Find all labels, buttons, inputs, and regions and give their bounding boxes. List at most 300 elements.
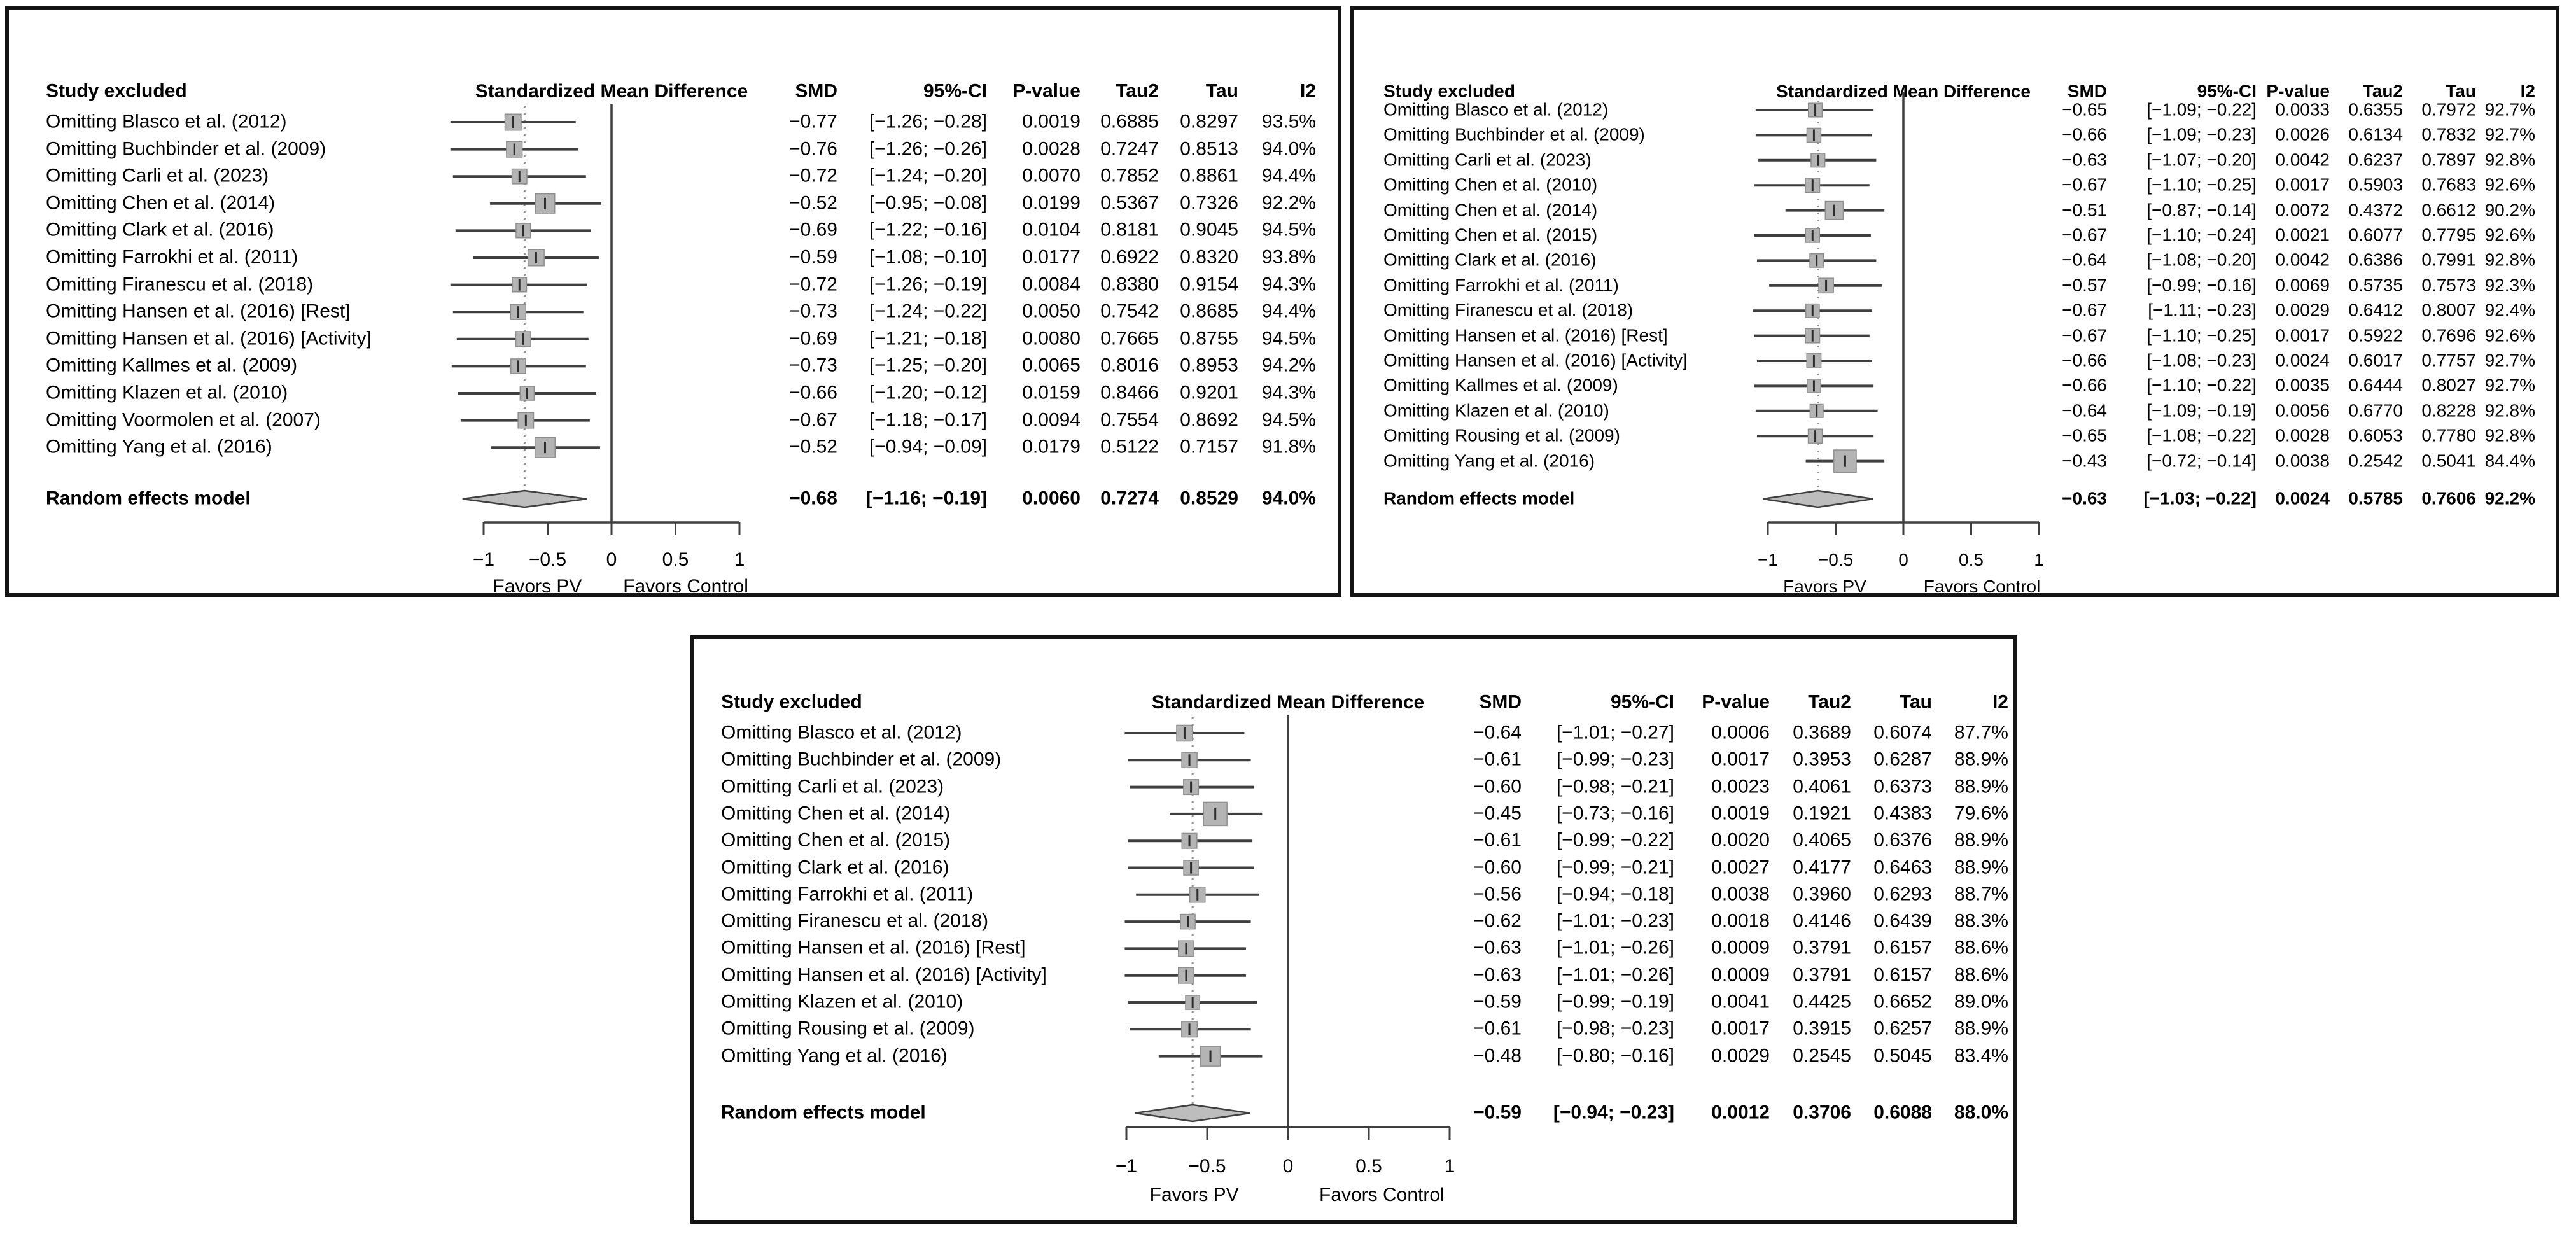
pooled-smd-value: −0.68 bbox=[789, 487, 837, 509]
axis-tick-label: 0 bbox=[606, 549, 617, 570]
tau-value: 0.8692 bbox=[1180, 409, 1238, 430]
i2-value: 94.5% bbox=[1261, 328, 1316, 349]
stat-col-header: SMD bbox=[1479, 691, 1522, 713]
i2-value: 93.8% bbox=[1261, 246, 1316, 268]
p-value: 0.0024 bbox=[2275, 350, 2330, 370]
pooled-ci-value: [−0.94; −0.23] bbox=[1553, 1102, 1674, 1123]
i2-value: 94.3% bbox=[1261, 382, 1316, 403]
i2-value: 92.7% bbox=[2484, 99, 2535, 120]
p-value: 0.0020 bbox=[1711, 829, 1770, 851]
i2-value: 92.3% bbox=[2484, 275, 2535, 295]
i2-value: 92.7% bbox=[2484, 375, 2535, 395]
ci-value: [−1.10; −0.25] bbox=[2146, 325, 2257, 345]
tau-value: 0.7573 bbox=[2421, 275, 2476, 295]
i2-value: 94.5% bbox=[1261, 409, 1316, 430]
stat-col-header: Tau bbox=[2446, 81, 2476, 101]
plot-title: Standardized Mean Difference bbox=[1151, 692, 1425, 713]
study-label: Omitting Clark et al. (2016) bbox=[1383, 249, 1597, 270]
p-value: 0.0006 bbox=[1711, 722, 1770, 743]
study-label: Omitting Yang et al. (2016) bbox=[721, 1044, 948, 1066]
tau-value: 0.7897 bbox=[2421, 150, 2476, 170]
tau-value: 0.6257 bbox=[1873, 1018, 1932, 1039]
axis-tick-label: −0.5 bbox=[528, 549, 567, 570]
tau-value: 0.5041 bbox=[2421, 450, 2476, 470]
i2-value: 93.5% bbox=[1261, 111, 1316, 132]
study-label: Omitting Blasco et al. (2012) bbox=[721, 722, 962, 743]
p-value: 0.0065 bbox=[1022, 354, 1081, 376]
tau2-value: 0.7247 bbox=[1100, 137, 1159, 159]
tau2-value: 0.4061 bbox=[1793, 775, 1851, 797]
study-label: Omitting Yang et al. (2016) bbox=[46, 436, 272, 458]
p-value: 0.0029 bbox=[1711, 1044, 1770, 1066]
tau-value: 0.8513 bbox=[1180, 137, 1238, 159]
i2-value: 88.9% bbox=[1954, 775, 2008, 797]
ci-value: [−1.11; −0.23] bbox=[2148, 300, 2257, 320]
ci-value: [−1.01; −0.23] bbox=[1556, 910, 1674, 932]
study-excluded-header: Study excluded bbox=[46, 80, 187, 102]
pooled-i2-value: 92.2% bbox=[2484, 488, 2535, 508]
p-value: 0.0177 bbox=[1022, 246, 1081, 268]
ci-value: [−1.24; −0.20] bbox=[869, 165, 987, 186]
tau-value: 0.6293 bbox=[1873, 883, 1932, 905]
pooled-tau2-value: 0.7274 bbox=[1100, 487, 1159, 509]
stat-col-header: SMD bbox=[795, 80, 837, 102]
tau2-value: 0.5903 bbox=[2348, 174, 2403, 195]
stat-col-header: Tau2 bbox=[1116, 80, 1159, 102]
stat-col-header: I2 bbox=[2520, 81, 2535, 101]
tau2-value: 0.4372 bbox=[2348, 199, 2403, 220]
study-label: Omitting Buchbinder et al. (2009) bbox=[46, 137, 326, 159]
pooled-smd-value: −0.63 bbox=[2062, 488, 2107, 508]
random-effects-label: Random effects model bbox=[721, 1102, 926, 1123]
tau2-value: 0.5122 bbox=[1100, 436, 1159, 458]
axis-tick-label: 1 bbox=[734, 549, 745, 570]
p-value: 0.0084 bbox=[1022, 273, 1081, 295]
i2-value: 92.8% bbox=[2484, 249, 2535, 270]
smd-value: −0.66 bbox=[789, 382, 837, 403]
tau-value: 0.7972 bbox=[2421, 99, 2476, 120]
i2-value: 87.7% bbox=[1954, 722, 2008, 743]
ci-value: [−1.09; −0.19] bbox=[2146, 400, 2257, 421]
study-label: Omitting Chen et al. (2014) bbox=[1383, 199, 1598, 220]
tau2-value: 0.5367 bbox=[1100, 192, 1159, 214]
smd-value: −0.59 bbox=[1473, 991, 1522, 1013]
axis-tick-label: −1 bbox=[1758, 550, 1778, 570]
i2-value: 79.6% bbox=[1954, 803, 2008, 824]
smd-value: −0.61 bbox=[1473, 1018, 1522, 1039]
i2-value: 91.8% bbox=[1261, 436, 1316, 458]
favors-control-label: Favors Control bbox=[623, 576, 748, 597]
study-label: Omitting Firanescu et al. (2018) bbox=[721, 910, 989, 932]
favors-control-label: Favors Control bbox=[1923, 577, 2041, 596]
axis-tick-label: 0.5 bbox=[1355, 1156, 1382, 1177]
i2-value: 92.7% bbox=[2484, 350, 2535, 370]
forest-panel-top-right bbox=[1350, 6, 2559, 597]
stat-col-header: 95%-CI bbox=[2197, 81, 2257, 101]
smd-value: −0.62 bbox=[1473, 910, 1522, 932]
smd-value: −0.51 bbox=[2062, 199, 2107, 220]
tau2-value: 0.6412 bbox=[2348, 300, 2403, 320]
axis-tick-label: 1 bbox=[2034, 550, 2044, 570]
tau-value: 0.7696 bbox=[2421, 325, 2476, 345]
ci-value: [−1.10; −0.22] bbox=[2146, 375, 2257, 395]
stat-col-header: P-value bbox=[1702, 691, 1770, 713]
ci-value: [−1.26; −0.19] bbox=[869, 273, 987, 295]
tau2-value: 0.3960 bbox=[1793, 883, 1851, 905]
stat-col-header: Tau2 bbox=[2362, 81, 2403, 101]
axis-tick-label: 1 bbox=[1444, 1156, 1455, 1177]
tau2-value: 0.6077 bbox=[2348, 225, 2403, 245]
ci-value: [−1.09; −0.22] bbox=[2146, 99, 2257, 120]
study-label: Omitting Hansen et al. (2016) [Rest] bbox=[46, 300, 351, 322]
study-label: Omitting Hansen et al. (2016) [Rest] bbox=[721, 937, 1026, 958]
smd-value: −0.64 bbox=[2062, 249, 2107, 270]
study-label: Omitting Blasco et al. (2012) bbox=[1383, 99, 1609, 120]
tau2-value: 0.7665 bbox=[1100, 328, 1159, 349]
i2-value: 88.6% bbox=[1954, 937, 2008, 958]
random-effects-label: Random effects model bbox=[1383, 488, 1575, 508]
ci-value: [−0.99; −0.23] bbox=[1556, 748, 1674, 770]
smd-value: −0.67 bbox=[2062, 174, 2107, 195]
smd-value: −0.66 bbox=[2062, 124, 2107, 144]
study-label: Omitting Clark et al. (2016) bbox=[46, 219, 274, 241]
tau2-value: 0.7554 bbox=[1100, 409, 1159, 430]
study-label: Omitting Chen et al. (2010) bbox=[1383, 174, 1598, 195]
tau-value: 0.9201 bbox=[1180, 382, 1238, 403]
tau2-value: 0.6237 bbox=[2348, 150, 2403, 170]
study-label: Omitting Klazen et al. (2010) bbox=[46, 382, 288, 403]
i2-value: 92.8% bbox=[2484, 400, 2535, 421]
favors-pv-label: Favors PV bbox=[1783, 577, 1866, 596]
stat-col-header: I2 bbox=[1299, 80, 1316, 102]
ci-value: [−0.98; −0.23] bbox=[1556, 1018, 1674, 1039]
axis-tick-label: −1 bbox=[1115, 1156, 1138, 1177]
tau-value: 0.7780 bbox=[2421, 425, 2476, 445]
ci-value: [−1.26; −0.26] bbox=[869, 137, 987, 159]
p-value: 0.0018 bbox=[1711, 910, 1770, 932]
tau2-value: 0.3791 bbox=[1793, 937, 1851, 958]
ci-value: [−0.99; −0.16] bbox=[2146, 275, 2257, 295]
ci-value: [−1.09; −0.23] bbox=[2146, 124, 2257, 144]
tau-value: 0.6652 bbox=[1873, 991, 1932, 1013]
i2-value: 89.0% bbox=[1954, 991, 2008, 1013]
smd-value: −0.65 bbox=[2062, 425, 2107, 445]
study-label: Omitting Chen et al. (2015) bbox=[1383, 225, 1598, 245]
p-value: 0.0104 bbox=[1022, 219, 1081, 241]
pooled-i2-value: 94.0% bbox=[1261, 487, 1316, 509]
study-label: Omitting Farrokhi et al. (2011) bbox=[46, 246, 298, 268]
tau-value: 0.8755 bbox=[1180, 328, 1238, 349]
tau2-value: 0.5922 bbox=[2348, 325, 2403, 345]
i2-value: 94.3% bbox=[1261, 273, 1316, 295]
tau2-value: 0.8016 bbox=[1100, 354, 1159, 376]
smd-value: −0.77 bbox=[789, 111, 837, 132]
ci-value: [−1.26; −0.28] bbox=[869, 111, 987, 132]
tau-value: 0.9154 bbox=[1180, 273, 1238, 295]
study-label: Omitting Hansen et al. (2016) [Activity] bbox=[46, 328, 372, 349]
smd-value: −0.72 bbox=[789, 165, 837, 186]
ci-value: [−1.18; −0.17] bbox=[869, 409, 987, 430]
smd-value: −0.60 bbox=[1473, 775, 1522, 797]
i2-value: 83.4% bbox=[1954, 1044, 2008, 1066]
i2-value: 92.6% bbox=[2484, 174, 2535, 195]
smd-value: −0.56 bbox=[1473, 883, 1522, 905]
i2-value: 88.7% bbox=[1954, 883, 2008, 905]
tau-value: 0.8007 bbox=[2421, 300, 2476, 320]
axis-tick-label: 0.5 bbox=[662, 549, 689, 570]
stat-col-header: P-value bbox=[1012, 80, 1081, 102]
pooled-p-value: 0.0012 bbox=[1711, 1102, 1770, 1123]
smd-value: −0.63 bbox=[1473, 937, 1522, 958]
tau-value: 0.7991 bbox=[2421, 249, 2476, 270]
ci-value: [−0.94; −0.09] bbox=[869, 436, 987, 458]
study-label: Omitting Buchbinder et al. (2009) bbox=[1383, 124, 1645, 144]
p-value: 0.0021 bbox=[2275, 225, 2330, 245]
tau-value: 0.4383 bbox=[1873, 803, 1932, 824]
tau2-value: 0.6053 bbox=[2348, 425, 2403, 445]
smd-value: −0.61 bbox=[1473, 829, 1522, 851]
i2-value: 94.0% bbox=[1261, 137, 1316, 159]
p-value: 0.0017 bbox=[2275, 325, 2330, 345]
p-value: 0.0026 bbox=[2275, 124, 2330, 144]
study-label: Omitting Buchbinder et al. (2009) bbox=[721, 748, 1002, 770]
tau2-value: 0.8380 bbox=[1100, 273, 1159, 295]
study-label: Omitting Voormolen et al. (2007) bbox=[46, 409, 321, 430]
p-value: 0.0023 bbox=[1711, 775, 1770, 797]
p-value: 0.0041 bbox=[1711, 991, 1770, 1013]
tau-value: 0.6439 bbox=[1873, 910, 1932, 932]
tau2-value: 0.3689 bbox=[1793, 722, 1851, 743]
smd-value: −0.65 bbox=[2062, 99, 2107, 120]
study-label: Omitting Chen et al. (2014) bbox=[721, 803, 951, 824]
study-label: Omitting Firanescu et al. (2018) bbox=[46, 273, 314, 295]
i2-value: 94.2% bbox=[1261, 354, 1316, 376]
stat-col-header: 95%-CI bbox=[923, 80, 987, 102]
p-value: 0.0009 bbox=[1711, 964, 1770, 986]
pooled-tau2-value: 0.5785 bbox=[2348, 488, 2403, 508]
favors-pv-label: Favors PV bbox=[493, 576, 582, 597]
tau2-value: 0.6355 bbox=[2348, 99, 2403, 120]
p-value: 0.0050 bbox=[1022, 300, 1081, 322]
smd-value: −0.72 bbox=[789, 273, 837, 295]
ci-value: [−0.72; −0.14] bbox=[2146, 450, 2257, 470]
plot-title: Standardized Mean Difference bbox=[475, 81, 748, 102]
p-value: 0.0056 bbox=[2275, 400, 2330, 421]
p-value: 0.0027 bbox=[1711, 856, 1770, 878]
tau2-value: 0.7542 bbox=[1100, 300, 1159, 322]
p-value: 0.0017 bbox=[1711, 748, 1770, 770]
i2-value: 92.2% bbox=[1261, 192, 1316, 214]
study-label: Omitting Farrokhi et al. (2011) bbox=[721, 883, 974, 905]
smd-value: −0.64 bbox=[2062, 400, 2107, 421]
tau2-value: 0.6017 bbox=[2348, 350, 2403, 370]
tau2-value: 0.3915 bbox=[1793, 1018, 1851, 1039]
ci-value: [−1.08; −0.22] bbox=[2146, 425, 2257, 445]
tau2-value: 0.8466 bbox=[1100, 382, 1159, 403]
study-label: Omitting Rousing et al. (2009) bbox=[1383, 425, 1620, 445]
tau-value: 0.6157 bbox=[1873, 937, 1932, 958]
pooled-tau-value: 0.6088 bbox=[1873, 1102, 1932, 1123]
i2-value: 92.6% bbox=[2484, 325, 2535, 345]
smd-value: −0.73 bbox=[789, 300, 837, 322]
tau2-value: 0.8181 bbox=[1100, 219, 1159, 241]
tau-value: 0.6373 bbox=[1873, 775, 1932, 797]
i2-value: 92.4% bbox=[2484, 300, 2535, 320]
smd-value: −0.69 bbox=[789, 219, 837, 241]
study-label: Omitting Carli et al. (2023) bbox=[721, 775, 944, 797]
i2-value: 94.4% bbox=[1261, 165, 1316, 186]
p-value: 0.0019 bbox=[1022, 111, 1081, 132]
plot-title: Standardized Mean Difference bbox=[1776, 81, 2031, 101]
tau2-value: 0.7852 bbox=[1100, 165, 1159, 186]
tau2-value: 0.4065 bbox=[1793, 829, 1851, 851]
axis-tick-label: −1 bbox=[472, 549, 495, 570]
tau2-value: 0.4425 bbox=[1793, 991, 1851, 1013]
axis-tick-label: −0.5 bbox=[1817, 550, 1854, 570]
ci-value: [−0.80; −0.16] bbox=[1556, 1044, 1674, 1066]
tau2-value: 0.3953 bbox=[1793, 748, 1851, 770]
stat-col-header: P-value bbox=[2266, 81, 2330, 101]
pooled-ci-value: [−1.16; −0.19] bbox=[865, 487, 987, 509]
tau-value: 0.8861 bbox=[1180, 165, 1238, 186]
axis-tick-label: 0 bbox=[1282, 1156, 1294, 1177]
tau2-value: 0.2545 bbox=[1793, 1044, 1851, 1066]
i2-value: 92.8% bbox=[2484, 150, 2535, 170]
favors-pv-label: Favors PV bbox=[1149, 1184, 1239, 1205]
tau-value: 0.6376 bbox=[1873, 829, 1932, 851]
tau2-value: 0.3791 bbox=[1793, 964, 1851, 986]
pooled-p-value: 0.0024 bbox=[2275, 488, 2330, 508]
p-value: 0.0028 bbox=[1022, 137, 1081, 159]
pooled-diamond bbox=[463, 491, 587, 507]
pooled-tau-value: 0.8529 bbox=[1180, 487, 1238, 509]
tau2-value: 0.4146 bbox=[1793, 910, 1851, 932]
study-label: Omitting Klazen et al. (2010) bbox=[721, 991, 963, 1013]
smd-value: −0.67 bbox=[2062, 325, 2107, 345]
study-label: Omitting Farrokhi et al. (2011) bbox=[1383, 275, 1619, 295]
tau-value: 0.7326 bbox=[1180, 192, 1238, 214]
study-label: Omitting Kallmes et al. (2009) bbox=[46, 354, 298, 376]
tau2-value: 0.2542 bbox=[2348, 450, 2403, 470]
ci-value: [−1.24; −0.22] bbox=[869, 300, 987, 322]
tau-value: 0.8027 bbox=[2421, 375, 2476, 395]
p-value: 0.0035 bbox=[2275, 375, 2330, 395]
pooled-p-value: 0.0060 bbox=[1022, 487, 1081, 509]
smd-value: −0.73 bbox=[789, 354, 837, 376]
pooled-smd-value: −0.59 bbox=[1473, 1102, 1522, 1123]
smd-value: −0.45 bbox=[1473, 803, 1522, 824]
stat-col-header: 95%-CI bbox=[1610, 691, 1674, 713]
p-value: 0.0072 bbox=[2275, 199, 2330, 220]
smd-value: −0.60 bbox=[1473, 856, 1522, 878]
i2-value: 92.6% bbox=[2484, 225, 2535, 245]
i2-value: 88.9% bbox=[1954, 748, 2008, 770]
p-value: 0.0019 bbox=[1711, 803, 1770, 824]
smd-value: −0.52 bbox=[789, 436, 837, 458]
tau2-value: 0.6444 bbox=[2348, 375, 2403, 395]
ci-value: [−0.99; −0.22] bbox=[1556, 829, 1674, 851]
tau2-value: 0.5735 bbox=[2348, 275, 2403, 295]
p-value: 0.0179 bbox=[1022, 436, 1081, 458]
tau-value: 0.6157 bbox=[1873, 964, 1932, 986]
study-label: Omitting Yang et al. (2016) bbox=[1383, 450, 1595, 470]
p-value: 0.0028 bbox=[2275, 425, 2330, 445]
tau-value: 0.6287 bbox=[1873, 748, 1932, 770]
pooled-ci-value: [−1.03; −0.22] bbox=[2143, 488, 2257, 508]
study-label: Omitting Chen et al. (2015) bbox=[721, 829, 951, 851]
ci-value: [−1.10; −0.25] bbox=[2146, 174, 2257, 195]
tau-value: 0.8953 bbox=[1180, 354, 1238, 376]
ci-value: [−1.07; −0.20] bbox=[2146, 150, 2257, 170]
tau-value: 0.9045 bbox=[1180, 219, 1238, 241]
i2-value: 94.5% bbox=[1261, 219, 1316, 241]
smd-value: −0.76 bbox=[789, 137, 837, 159]
smd-value: −0.67 bbox=[789, 409, 837, 430]
pooled-i2-value: 88.0% bbox=[1954, 1102, 2008, 1123]
study-label: Omitting Rousing et al. (2009) bbox=[721, 1018, 975, 1039]
study-label: Omitting Carli et al. (2023) bbox=[1383, 150, 1592, 170]
i2-value: 88.3% bbox=[1954, 910, 2008, 932]
ci-value: [−0.95; −0.08] bbox=[869, 192, 987, 214]
i2-value: 92.8% bbox=[2484, 425, 2535, 445]
ci-value: [−0.98; −0.21] bbox=[1556, 775, 1674, 797]
stat-col-header: SMD bbox=[2067, 81, 2107, 101]
p-value: 0.0070 bbox=[1022, 165, 1081, 186]
tau2-value: 0.1921 bbox=[1793, 803, 1851, 824]
tau-value: 0.6612 bbox=[2421, 199, 2476, 220]
stat-col-header: I2 bbox=[1992, 691, 2008, 713]
tau2-value: 0.6134 bbox=[2348, 124, 2403, 144]
pooled-tau-value: 0.7606 bbox=[2421, 488, 2476, 508]
tau-value: 0.7157 bbox=[1180, 436, 1238, 458]
tau-value: 0.7683 bbox=[2421, 174, 2476, 195]
forest-panel-top-left bbox=[5, 6, 1341, 597]
forest-panel-bottom-center bbox=[690, 635, 2017, 1224]
tau-value: 0.8297 bbox=[1180, 111, 1238, 132]
study-label: Omitting Clark et al. (2016) bbox=[721, 856, 949, 878]
study-label: Omitting Chen et al. (2014) bbox=[46, 192, 276, 214]
p-value: 0.0038 bbox=[1711, 883, 1770, 905]
stat-col-header: Tau bbox=[1205, 80, 1238, 102]
p-value: 0.0038 bbox=[2275, 450, 2330, 470]
tau2-value: 0.6770 bbox=[2348, 400, 2403, 421]
smd-value: −0.64 bbox=[1473, 722, 1522, 743]
ci-value: [−1.08; −0.20] bbox=[2146, 249, 2257, 270]
tau-value: 0.5045 bbox=[1873, 1044, 1932, 1066]
i2-value: 90.2% bbox=[2484, 199, 2535, 220]
smd-value: −0.61 bbox=[1473, 748, 1522, 770]
p-value: 0.0029 bbox=[2275, 300, 2330, 320]
i2-value: 84.4% bbox=[2484, 450, 2535, 470]
smd-value: −0.59 bbox=[789, 246, 837, 268]
tau-value: 0.6463 bbox=[1873, 856, 1932, 878]
smd-value: −0.66 bbox=[2062, 375, 2107, 395]
smd-value: −0.52 bbox=[789, 192, 837, 214]
p-value: 0.0017 bbox=[2275, 174, 2330, 195]
pooled-diamond bbox=[1135, 1105, 1250, 1121]
random-effects-label: Random effects model bbox=[46, 487, 251, 509]
tau2-value: 0.6885 bbox=[1100, 111, 1159, 132]
stat-col-header: Tau bbox=[1899, 691, 1932, 713]
ci-value: [−0.99; −0.21] bbox=[1556, 856, 1674, 878]
tau2-value: 0.6386 bbox=[2348, 249, 2403, 270]
ci-value: [−1.22; −0.16] bbox=[869, 219, 987, 241]
ci-value: [−1.08; −0.23] bbox=[2146, 350, 2257, 370]
p-value: 0.0094 bbox=[1022, 409, 1081, 430]
smd-value: −0.57 bbox=[2062, 275, 2107, 295]
study-label: Omitting Kallmes et al. (2009) bbox=[1383, 375, 1618, 395]
tau2-value: 0.6922 bbox=[1100, 246, 1159, 268]
